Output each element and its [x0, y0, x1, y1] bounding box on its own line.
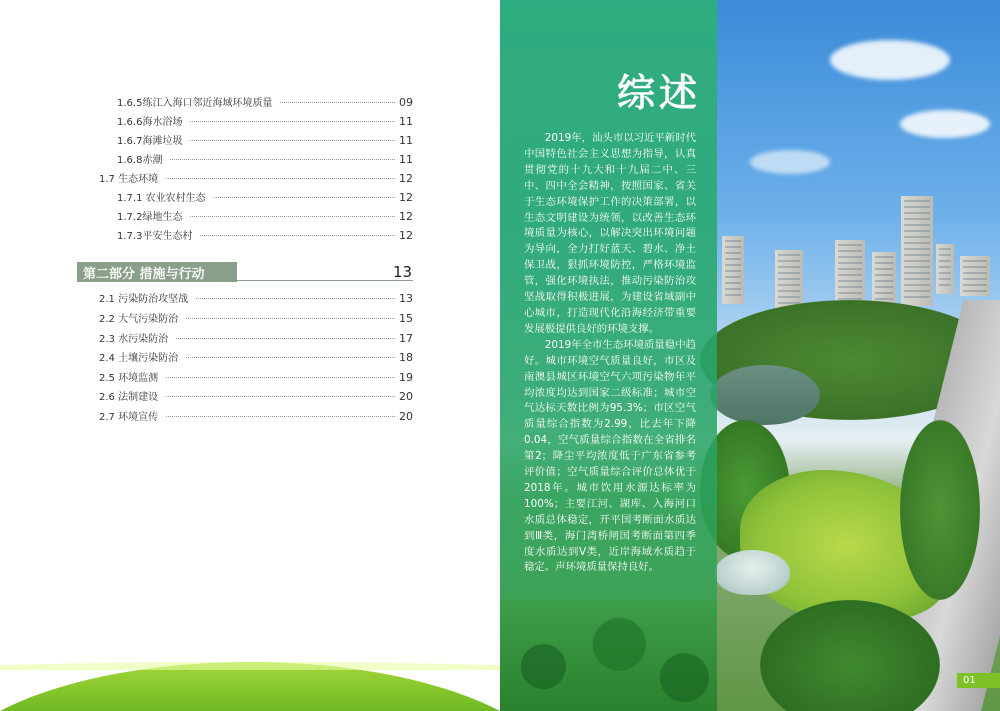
page-number: 01	[957, 673, 1000, 688]
toc-item[interactable]	[117, 151, 413, 165]
toc-item-page: 09	[399, 96, 413, 109]
toc-item[interactable]	[99, 408, 413, 422]
building	[936, 244, 954, 294]
overview-heading: 综述	[617, 71, 702, 115]
toc-leader	[186, 318, 395, 319]
toc-item-page: 13	[399, 292, 413, 305]
toc-item-title: 1.7.1 农业农村生态	[117, 193, 206, 204]
toc-leader	[196, 298, 395, 299]
toc-item-title: 1.7.2绿地生态	[117, 212, 183, 223]
panel-trees	[500, 600, 717, 711]
toc-item[interactable]	[117, 227, 413, 241]
toc-item-page: 11	[399, 115, 413, 128]
section-heading[interactable]: 第二部分 措施与行动	[77, 262, 237, 282]
toc-item[interactable]	[99, 290, 413, 304]
grass-hill-decoration	[0, 662, 500, 711]
toc-item-title: 2.6 法制建设	[99, 392, 159, 403]
toc-item[interactable]	[99, 349, 413, 363]
toc-item[interactable]	[117, 113, 413, 127]
building	[775, 250, 803, 308]
toc-item-page: 19	[399, 371, 413, 384]
cloud	[750, 150, 830, 174]
toc-item-page: 20	[399, 390, 413, 403]
toc-leader	[170, 159, 395, 160]
toc-item-page: 18	[399, 351, 413, 364]
toc-item-page: 12	[399, 172, 413, 185]
toc-item-page: 12	[399, 191, 413, 204]
toc-leader	[166, 396, 395, 397]
section-underline	[237, 280, 413, 281]
toc-item-title: 1.7 生态环境	[99, 174, 159, 185]
toc-item-page: 15	[399, 312, 413, 325]
overview-body	[524, 131, 696, 576]
toc-leader	[186, 357, 395, 358]
toc-item[interactable]	[117, 208, 413, 222]
toc-leader	[214, 197, 395, 198]
cloud	[900, 110, 990, 138]
tree-canopy	[900, 420, 980, 600]
toc-item[interactable]	[117, 189, 413, 203]
toc-item[interactable]	[117, 132, 413, 146]
toc-item-title: 1.6.7海滩垃圾	[117, 136, 183, 147]
toc-item-title: 2.1 污染防治攻坚战	[99, 294, 189, 305]
toc-item-title: 2.3 水污染防治	[99, 334, 169, 345]
toc-item[interactable]	[99, 330, 413, 344]
toc-item-page: 17	[399, 332, 413, 345]
toc-item[interactable]	[99, 170, 413, 184]
toc-item-title: 2.5 环境监测	[99, 373, 159, 384]
river	[710, 365, 820, 425]
toc-item-page: 11	[399, 153, 413, 166]
toc-item-page: 20	[399, 410, 413, 423]
toc-item[interactable]	[99, 388, 413, 402]
toc-item-page: 11	[399, 134, 413, 147]
building	[960, 256, 990, 296]
building	[722, 236, 744, 304]
toc-item-title: 1.7.3平安生态村	[117, 231, 193, 242]
toc-leader	[176, 338, 395, 339]
toc-item-page: 12	[399, 210, 413, 223]
toc-item[interactable]	[117, 94, 413, 108]
toc-item-title: 1.6.6海水浴场	[117, 117, 183, 128]
cloud	[830, 40, 950, 80]
toc-leader	[166, 377, 395, 378]
overview-paragraph: 2019年全市生态环境质量稳中趋好。城市环境空气质量良好，市区及南澳县城区环境空气六项污染物年平均浓度均达到国家二级标准；城市空气达标天数比例为95.3%；市区空气质量综合指数为2.99，比去年下降0.04，空气质量综合指数在全省排名第2；降尘平均浓度低于广东省参考评价值；空气质量综合评价总体优于2018年。城市饮用水源达标率为100%；主要江河、湖库、入海河口水质总体稳定，开平国考断面水质达到Ⅲ类，海门湾桥闸国考断面第四季度水质达到Ⅴ类，近岸海域水质趋于稳定。声环境质量保持良好。	[524, 338, 696, 574]
toc-leader	[190, 216, 395, 217]
toc-item[interactable]	[99, 369, 413, 383]
toc-item-title: 2.2 大气污染防治	[99, 314, 179, 325]
toc-item-title: 1.6.5练江入海口邻近海域环境质量	[117, 98, 273, 109]
toc-leader	[190, 121, 395, 122]
toc-leader	[166, 416, 395, 417]
section-page-number: 13	[393, 263, 413, 281]
toc-item-page: 12	[399, 229, 413, 242]
toc-item-title: 1.6.8赤潮	[117, 155, 163, 166]
building	[901, 196, 933, 306]
toc-item-title: 2.7 环境宣传	[99, 412, 159, 423]
toc-leader	[280, 102, 395, 103]
toc-leader	[190, 140, 395, 141]
toc-leader	[166, 178, 395, 179]
toc-leader	[200, 235, 395, 236]
toc-item-title: 2.4 土壤污染防治	[99, 353, 179, 364]
overview-paragraph: 2019年，汕头市以习近平新时代中国特色社会主义思想为指导，认真贯彻党的十九大和十九届二中、三中、四中全会精神，按照国家、省关于生态环境保护工作的决策部署，以生态文明建设为统领，以改善生态环境质量为核心，以解决突出环境问题为导向，全力打好蓝天、碧水、净土保卫战，狠抓环境防控，严格环境监管，强化环境执法，推动污染防治攻坚战取得积极进展，为建设省域副中心城市，打造现代化沿海经济带重要发展极提供良好的环境支撑。	[524, 132, 696, 335]
toc-item[interactable]	[99, 310, 413, 324]
dome-structure	[715, 550, 790, 595]
